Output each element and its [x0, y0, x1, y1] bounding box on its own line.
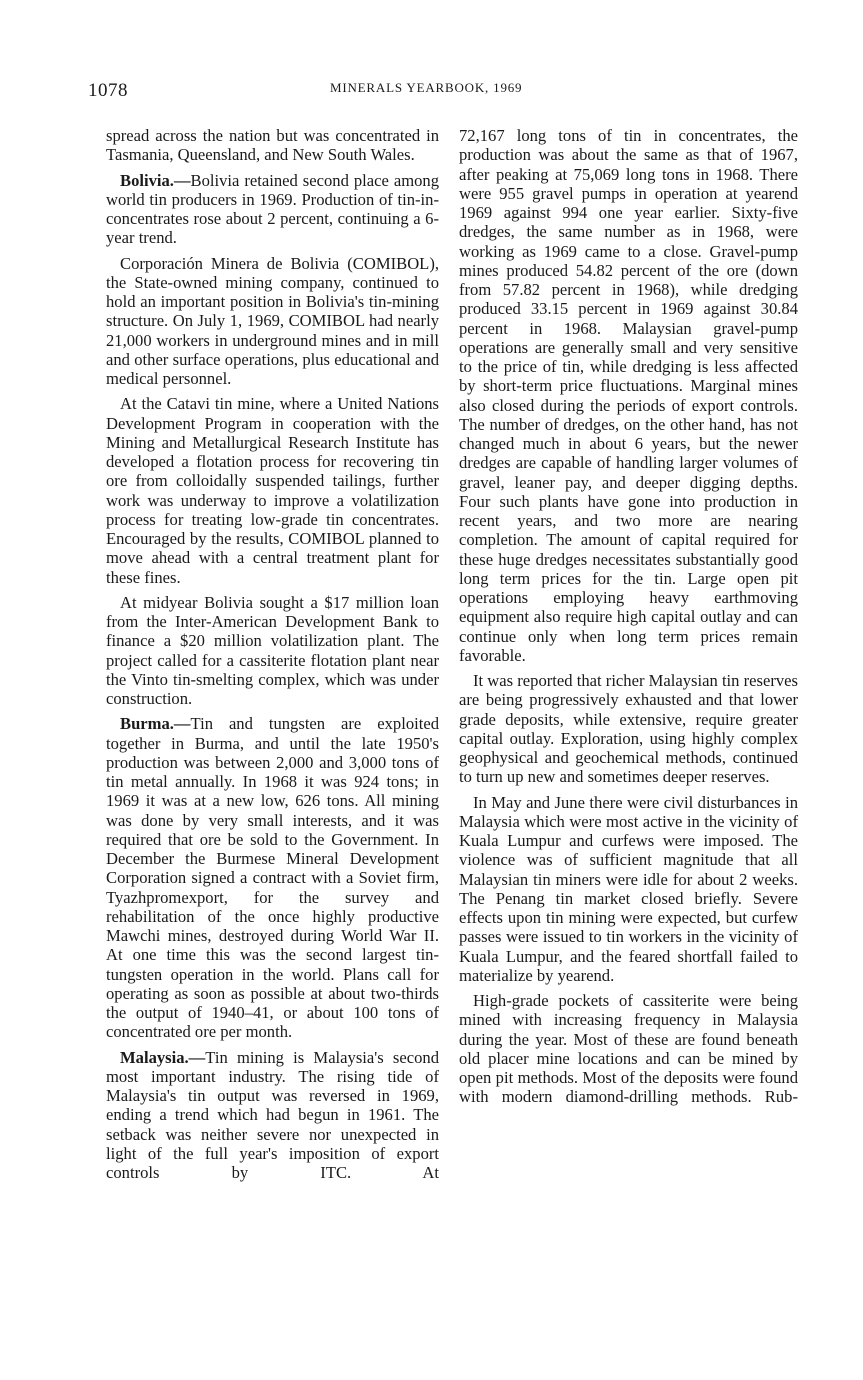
paragraph: Corporación Minera de Bolivia (COMIBOL), the State-owned mining company, continued to hold an important position in Bolivia's tin-mining structure. On July 1, 1969, COMIBOL had nearly 21,000 workers in underground mines and in mill and other surface operations, plus educational and medical personnel.: [106, 253, 439, 388]
right-column: [459, 126, 798, 1113]
paragraph: It was reported that richer Malaysian tin reserves are being progressively exhausted and that lower grade deposits, while extensive, require greater capital outlay. Exploration, using highly complex geophysical and geochemical methods, continued to turn up new and sometimes deeper reserves.: [459, 671, 798, 787]
paragraph-text: Tin and tungsten are exploited together in Burma, and until the late 1950's production was between 2,000 and 3,000 tons of tin metal annually. In 1968 it was 924 tons; in 1969 it was at a new low, 626 tons. All mining was done by very small interests, and it was required that ore be sold to the Government. In December the Burmese Mineral Development Corporation signed a contract with a Soviet firm, Tyazhpromexport, for the survey and rehabilitation of the once highly productive Mawchi mines, destroyed during World War II. At one time this was the second largest tin-tungsten operation in the world. Plans call for operating as soon as possible at about two-thirds the output of 1940–41, or about 100 tons of concentrated ore per month.: [106, 714, 439, 1042]
paragraph: In May and June there were civil disturbances in Malaysia which were most active in the vicinity of Kuala Lumpur and curfews were imposed. The violence was of sufficient magnitude that all Malaysian tin miners were idle for about 2 weeks. The Penang tin market closed briefly. Severe effects upon tin mining were expected, but curfew passes were issued to tin workers in the vicinity of Kuala Lumpur, and the feared shortfall failed to materialize by yearend.: [459, 792, 798, 985]
paragraph-burma: [106, 714, 439, 1041]
running-title: MINERALS YEARBOOK, 1969: [330, 80, 523, 95]
paragraph-text: Tin mining is Malaysia's second most important industry. The rising tide of Malaysia's tin output was reversed in 1969, ending a trend which had begun in 1961. The setback was neither severe nor unexpected in light of the full year's imposition of export controls by ITC. At: [106, 1047, 439, 1182]
paragraph: 72,167 long tons of tin in concentrates, the production was about the same as that of 1967, after peaking at 75,069 long tons in 1968. There were 955 gravel pumps in operation at yearend 1969 against 994 one year earlier. Sixty-five dredges, the same number as in 1968, were working as 1969 came to a close. Gravel-pump mines produced 54.82 percent of the ore (down from 57.82 percent in 1968), while dredging produced 33.15 percent in 1969 against 30.84 percent in 1968. Malaysian gravel-pump operations are generally small and very sensitive to the price of tin, while dredging is less affected by short-term price fluctuations. Marginal mines also closed during the periods of export controls. The number of dredges, on the other hand, has not changed much in about 6 years, but the newer dredges are capable of handling larger volumes of gravel, leaner pay, and deeper digging depths. Four such plants have gone into production in recent years, and two more are nearing completion. The amount of capital required for these huge dredges necessitates substantially good long term prices for the tin. Large open pit operations employing heavy earthmoving equipment also require high capital outlay and can continue only when long term prices remain favorable.: [459, 126, 798, 665]
paragraph: At the Catavi tin mine, where a United Nations Development Program in cooperation with the Mining and Metallurgical Research Institute has developed a flotation process for recovering tin ore from colloidally suspended tailings, further work was underway to improve a volatilization process for treating low-grade tin concentrates. Encouraged by the results, COMIBOL planned to move ahead with a central treatment plant for these fines.: [106, 394, 439, 587]
paragraph: spread across the nation but was concentrated in Tasmania, Queensland, and New South Wales.: [106, 126, 439, 165]
section-heading-bolivia: Bolivia.—: [120, 170, 191, 190]
paragraph-bolivia: [106, 171, 439, 248]
left-column: [106, 126, 439, 1188]
paragraph-malaysia: [106, 1048, 439, 1183]
paragraph: At midyear Bolivia sought a $17 million loan from the Inter-American Development Bank to finance a $20 million volatilization plant. The project called for a cassiterite flotation plant near the Vinto tin-smelting complex, which was under construction.: [106, 592, 439, 708]
paragraph: High-grade pockets of cassiterite were being mined with increasing frequency in Malaysia during the year. Most of these are found beneath old placer mine locations and can be mined by open pit methods. Most of the deposits were found with modern diamond-drilling methods. Rub-: [459, 991, 798, 1107]
page-number: 1078: [88, 80, 128, 101]
section-heading-burma: Burma.—: [120, 714, 191, 734]
section-heading-malaysia: Malaysia.—: [120, 1047, 206, 1067]
paragraph-text: Bolivia retained second place among world tin producers in 1969. Production of tin-in-concentrates rose about 2 percent, continuing a 6-year trend.: [106, 170, 439, 248]
